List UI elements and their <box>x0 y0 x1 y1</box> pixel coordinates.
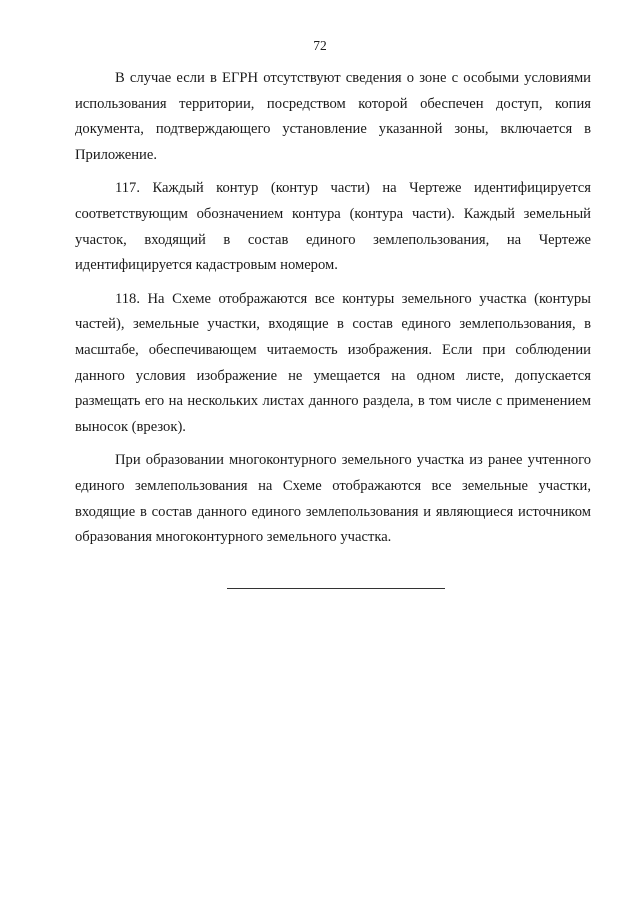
paragraph-118: 118. На Схеме отображаются все контуры земельного участка (контуры частей), земельные участки, входящие в состав единого землепользования, в масштабе, обеспечивающем читаемость изображения. Если при соблюдении данного условия изображение не умещается на одном листе, допускается размещать его на нескольких листах данного раздела, в том числе с применением выносок (врезок). <box>75 290 591 435</box>
end-of-section-rule <box>227 588 445 589</box>
page-number: 72 <box>313 38 327 53</box>
paragraph-117: 117. Каждый контур (контур части) на Чертеже идентифицируется соответствующим обозначением контура (контура части). Каждый земельный участок, входящий в состав единого землепользования, на Чертеже идентифицируется кадастровым номером. <box>75 180 591 274</box>
paragraph-multicontour-formation: При образовании многоконтурного земельного участка из ранее учтенного единого землепользования на Схеме отображаются все земельные участки, входящие в состав данного единого землепользования и являющиеся источником образования многоконтурного земельного участка. <box>75 452 591 546</box>
paragraph-egrn-zone-absence: В случае если в ЕГРН отсутствуют сведения о зоне с особыми условиями использования территории, посредством которой обеспечен доступ, копия документа, подтверждающего установление указанной зоны, включается в Приложение. <box>75 70 591 163</box>
document-body <box>75 66 591 551</box>
